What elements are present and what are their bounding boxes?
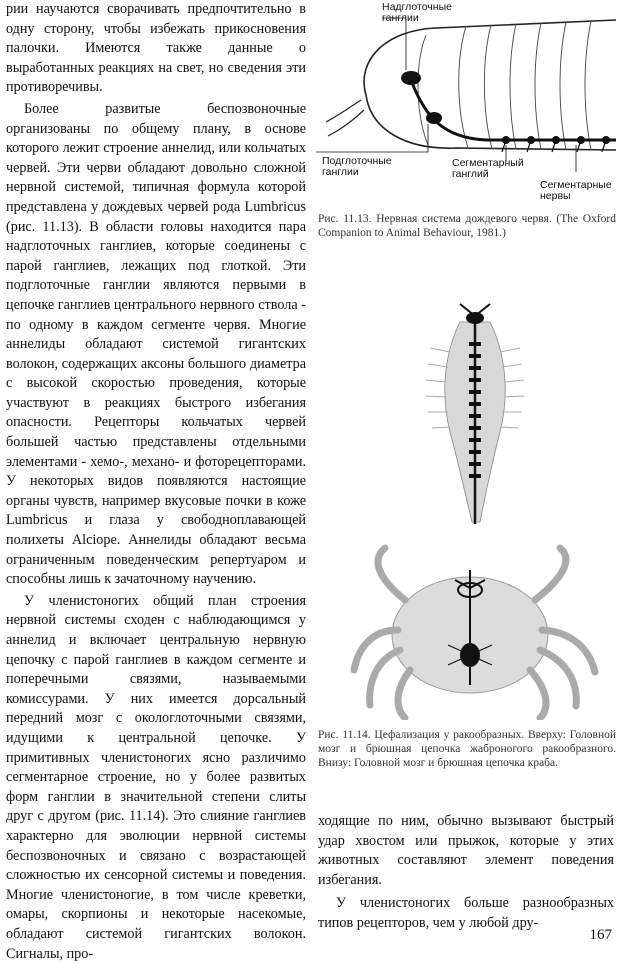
label-segmental-nerves: Сегментарные нервы xyxy=(540,179,612,202)
paragraph-3: У членистоногих общий план строения нервной системы сходен с наблюдающимся у аннелид и включает центральную нервную цепочку с парой ганглиев в каждом сегменте и поперечными связями, называемыми комиссурами. У них имеется дорсальный передний мозг с окологлоточными связями, идущими к центральной цепочке. У примитивных членистоногих ясно различимо сегментарное строение, но у более развитых форм ганглии в значительной степени слиты друг с другом (рис. 11.14). Это слияние ганглиев характерно для эволюции нервной системы беспозвоночных и связано с возрастающей сложностью их сенсорной системы и поведения. Многие членистоногие, в том числе креветки, омары, скорпионы и некоторые насекомые, обладают системой гигантских волокон. Сигналы, про- xyxy=(6,592,306,962)
figure-11-13-caption: Рис. 11.13. Нервная система дождевого червя. (The Oxford Companion to Animal Behaviour, 1981.) xyxy=(318,213,616,239)
label-segmental-ganglion: Сегментарный ганглий xyxy=(452,157,524,180)
figure-11-14-caption: Рис. 11.14. Цефализация у ракообразных. Вверху: Головной мозг и брюшная цепочка жаброногого ракообразного. Внизу: Головной мозг и брюшная цепочка краба. xyxy=(318,729,616,769)
paragraph-1: рии научаются сворачивать предпочтительно в одну сторону, чтобы избежать прикосновения палочки. Имеются также данные о выработанных реакциях на свет, но сведения эти противоречивы. xyxy=(6,1,306,96)
page-number: 167 xyxy=(589,927,612,943)
right-paragraph-1: ходящие по ним, обычно вызывают быстрый удар хвостом или прыжок, которые у этих животных составляют элемент поведения избегания. xyxy=(318,813,614,888)
label-supraesophageal-ganglia: Надглоточные ганглии xyxy=(382,1,452,24)
crab-nervous-system-figure xyxy=(350,540,620,720)
right-column xyxy=(318,812,614,934)
paragraph-2: Более развитые беспозвоночные организованы по общему плану, в основе которого лежит строение аннелид, или кольчатых червей. Эти черви обладают довольно сложной нервной системой, типичная формула которой представлена у дождевых червей рода Lumbricus (рис. 11.13). В области головы находится пара надглоточных ганглиев, которые соединены с парой ганглиев, лежащих под глоткой. Эти подглоточные ганглии являются первыми в цепочке ганглиев центрального нервного ствола - по одному в каждом сегменте червя. Многие аннелиды обладают системой гигантских волокон, содержащих аксоны большого диаметра с высокой скоростью проведения, которые участвуют в реакциях быстрого избегания опасности. Рецепторы кольчатых червей большей частью представлены отдельными элементами - хемо-, механо- и фоторецепторами. У некоторых видов появляются настоящие органы чувств, например вкусовые почки в коже Lumbricus и глаза у свободноплавающей полихеты Alciope. Аннелиды обладают весьма ограниченным поведенческим репертуаром и способны лишь к зачаточному научению. xyxy=(6,100,306,588)
brine-shrimp-nervous-system-figure xyxy=(420,292,530,532)
right-paragraph-2: У членистоногих больше разнообразных типов рецепторов, чем у любой дру- xyxy=(318,895,614,931)
label-subesophageal-ganglia: Подглоточные ганглии xyxy=(322,155,392,178)
left-column xyxy=(6,0,306,964)
